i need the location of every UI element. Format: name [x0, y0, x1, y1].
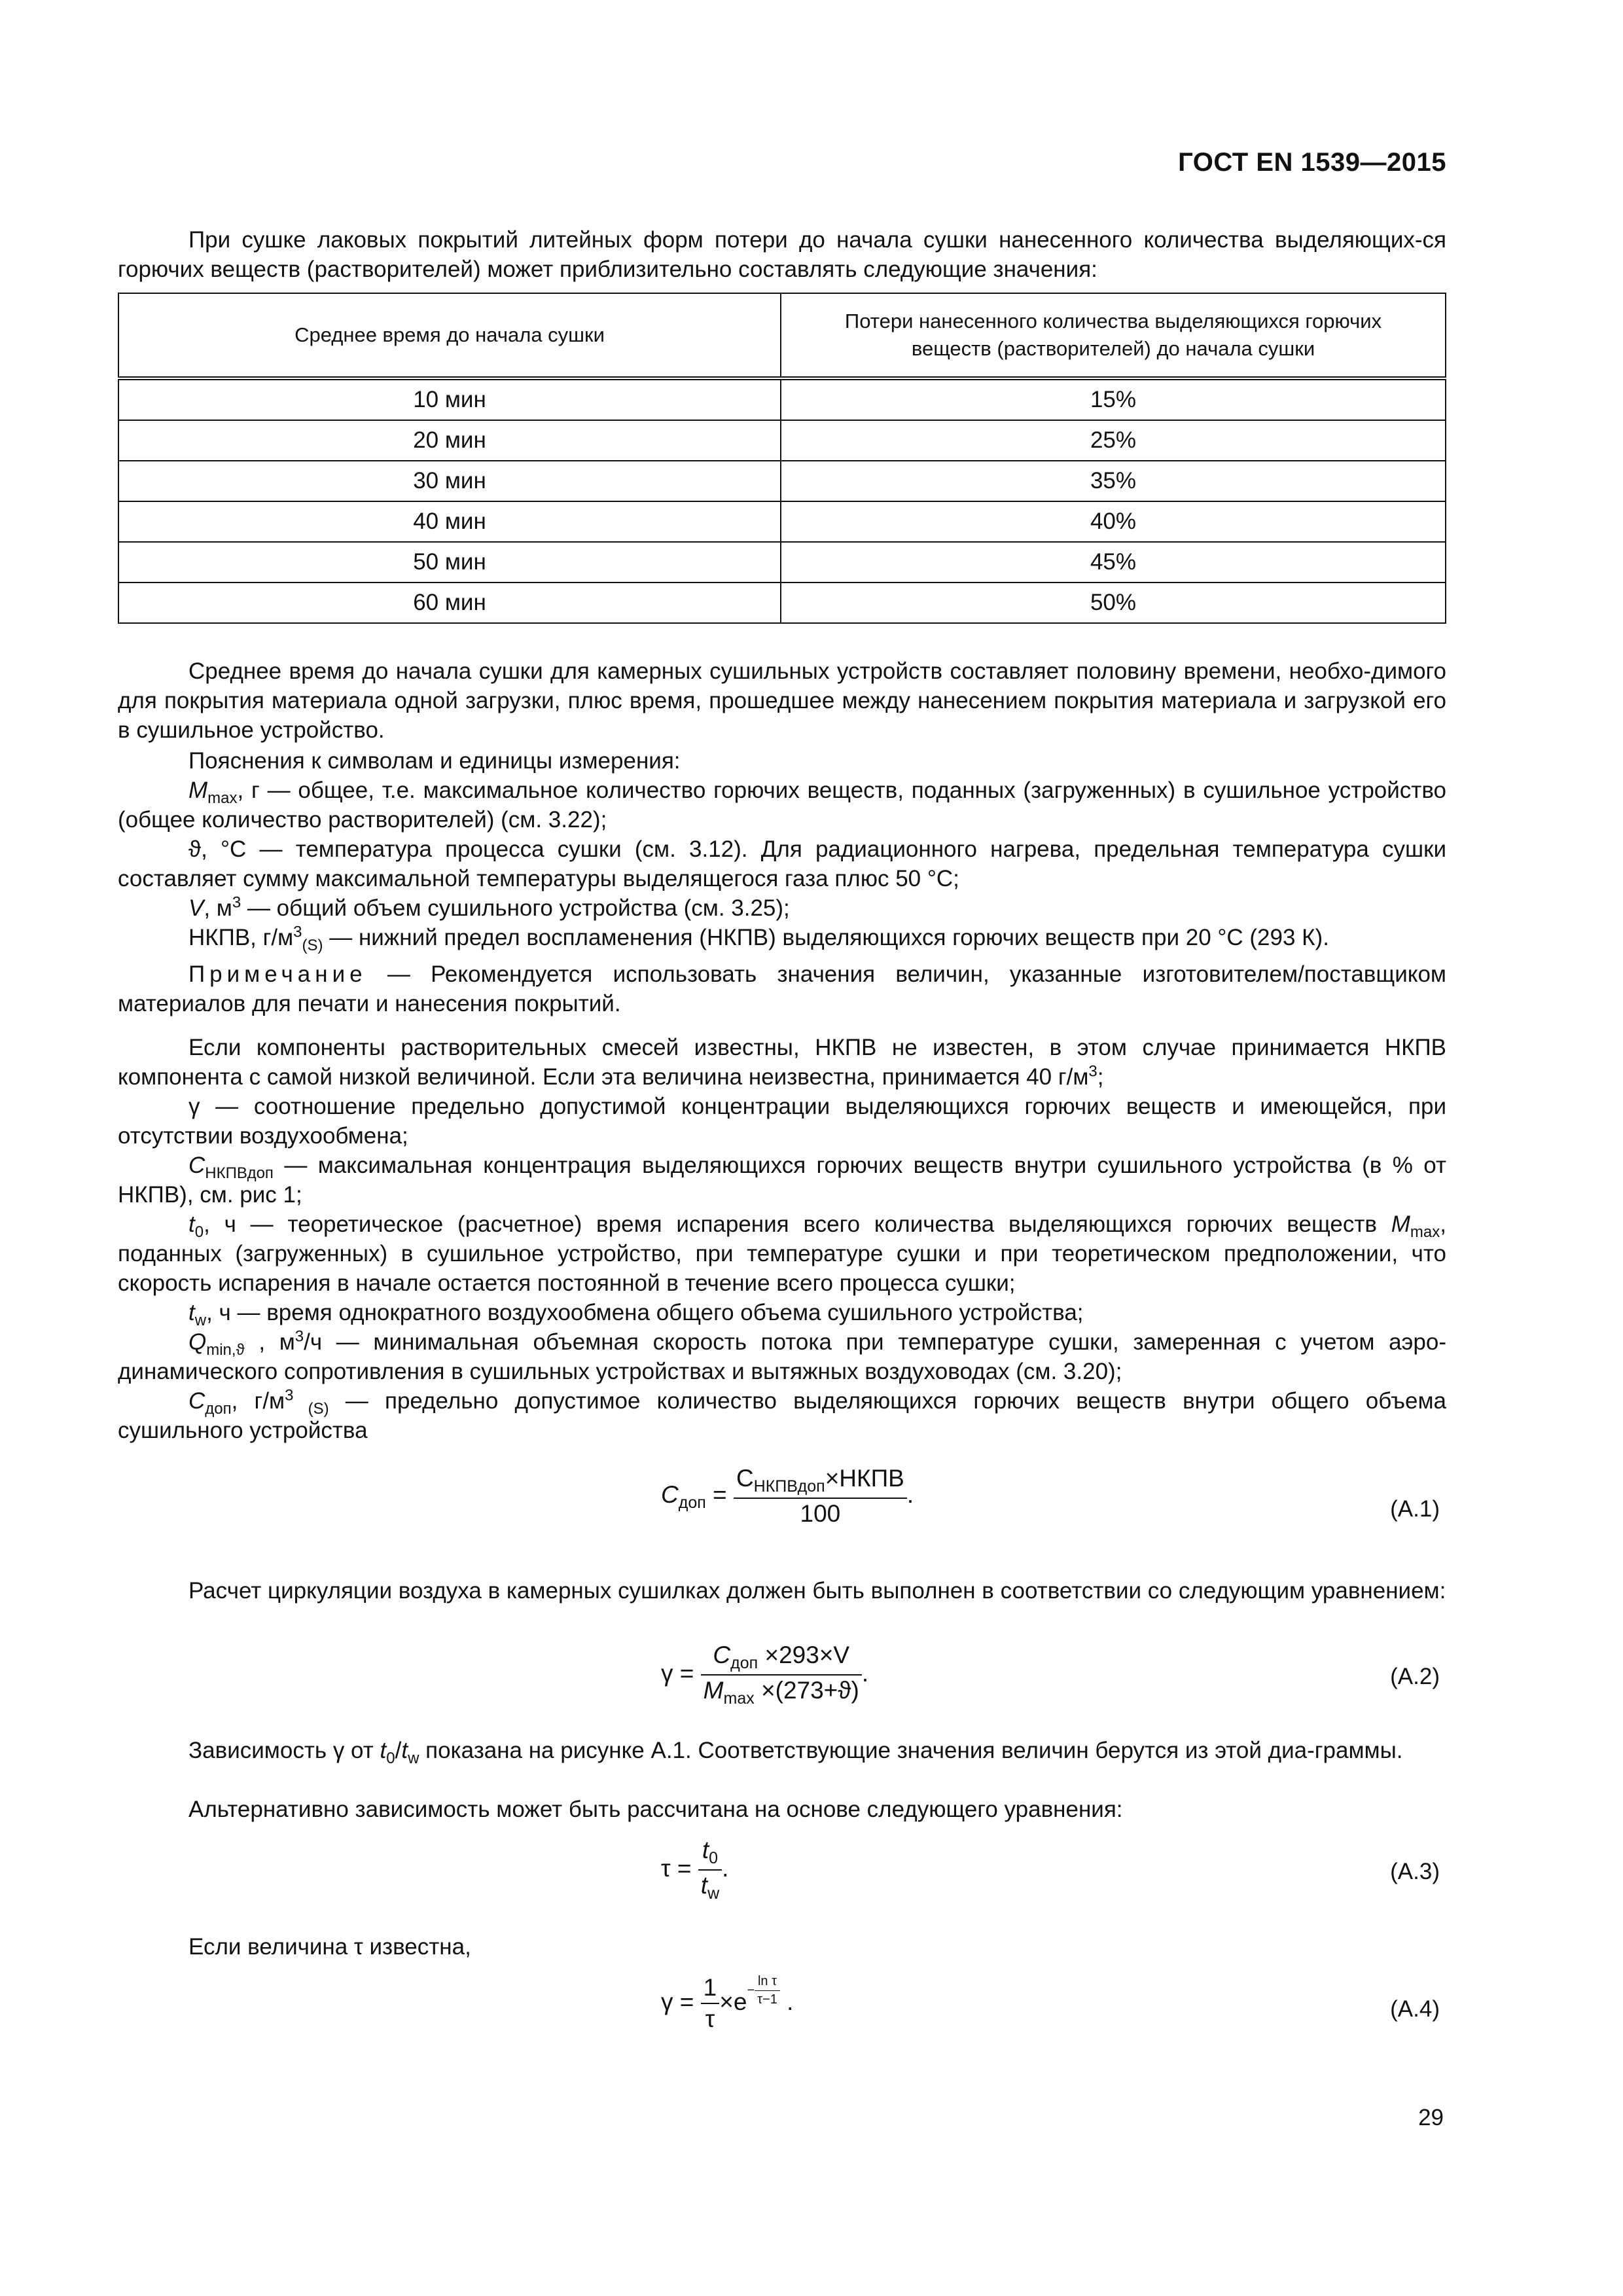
sub-nkpvdop: НКПВдоп: [753, 1477, 825, 1496]
def-nkpv-unit: НКПВ, г/м: [188, 925, 294, 950]
equation-number-a4: (А.4): [1390, 1996, 1440, 2022]
components-text: Если компоненты растворительных смесей известны, НКПВ не известен, в этом случае принимается НКПВ компонента с самой низкой величиной. Если эта величина неизвестна, принимается 40 г/м: [118, 1035, 1446, 1090]
avg-time-paragraph: Среднее время до начала сушки для камерных сушильных устройств составляет половину времени, необхо-димого для покрытия материала одной загрузки, плюс время, прошедшее между нанесением покрытия материала и загрузкой его в сушильное устройство.: [118, 658, 1446, 743]
cell-time: 30 мин: [118, 461, 781, 501]
sub-w: w: [707, 1884, 720, 1903]
sub-w: w: [194, 1312, 207, 1329]
sym-t: t: [188, 1211, 195, 1237]
fraction: [701, 1641, 862, 1708]
def-nkpv-text: — нижний предел воспламенения (НКПВ) выделяющихся горючих веществ при 20 °С (293 К).: [323, 925, 1329, 950]
sub-w: w: [408, 1749, 419, 1767]
def-t0-text2: , поданных (загруженных) в сушильное устройство, при температуре сушки и при теоретическом предположении, что скорость испарения в начале остается постоянной в течение всего процесса сушки;: [118, 1211, 1446, 1296]
table-row: [118, 501, 1446, 542]
num-rest: ×293×V: [758, 1641, 850, 1668]
alternative-paragraph: Альтернативно зависимость может быть рассчитана на основе следующего уравнения:: [188, 1797, 1123, 1822]
exponent-denominator: τ−1: [757, 1992, 777, 2007]
eq-sign: =: [705, 1480, 727, 1508]
numerator: 1: [701, 1974, 720, 2004]
table-row: [118, 378, 1446, 420]
intro-paragraph: При сушке лаковых покрытий литейных форм потери до начала сушки нанесенного количества выделяющих-ся горючих веществ (растворителей) может приблизительно составлять следующие значения:: [118, 227, 1446, 282]
eq-lhs: τ =: [661, 1854, 692, 1882]
cell-time: 20 мин: [118, 420, 781, 461]
equation-a4: [661, 1974, 793, 2033]
def-qmin: [118, 1327, 1446, 1386]
sym-c: C: [736, 1465, 754, 1492]
sub-0: 0: [194, 1223, 204, 1241]
def-qmin-unit: , м: [244, 1329, 295, 1355]
sup-3: 3: [293, 923, 302, 941]
cell-loss: 40%: [781, 501, 1446, 542]
times-e: ×e: [719, 1988, 747, 2015]
def-cnkpv-text: — максимальная концентрация выделяющихся горючих веществ внутри сушильного устройства (в % от НКПВ), см. рис 1;: [118, 1153, 1446, 1208]
standard-header: ГОСТ EN 1539—2015: [1178, 148, 1446, 177]
components-paragraph: [118, 1033, 1446, 1092]
sym-q: Q: [188, 1329, 207, 1355]
eq-end: .: [906, 1480, 914, 1508]
if-tau-paragraph: Если величина τ известна,: [188, 1934, 471, 1960]
def-qmin-text: /ч — минимальная объемная скорость потока при температуре сушки, замеренная с учетом аэро-динамического сопротивления в сушильных устройствах и вытяжных воздуховодах (см. 3.20);: [118, 1329, 1446, 1384]
sym-m: M: [703, 1677, 724, 1704]
exponent-numerator: ln τ: [755, 1974, 780, 1991]
col-header-time: Среднее время до начала сушки: [118, 293, 781, 378]
drying-loss-table: [118, 293, 1446, 624]
sub-dop: доп: [678, 1493, 706, 1512]
sym-t: t: [380, 1738, 387, 1763]
sym-c: C: [188, 1388, 205, 1414]
sub-min-theta: min,ϑ: [206, 1341, 245, 1359]
eq-end: .: [861, 1659, 869, 1687]
col-header-loss: [781, 293, 1446, 378]
cell-time: 60 мин: [118, 583, 781, 623]
circulation-paragraph: Расчет циркуляции воздуха в камерных сушилках должен быть выполнен в соответствии со следующим уравнением:: [188, 1578, 1446, 1604]
page-number: 29: [1418, 2105, 1444, 2130]
exponent-minus: −: [747, 1983, 755, 1998]
eq-end: .: [722, 1854, 729, 1882]
def-v: [118, 893, 1446, 923]
sym-c: C: [713, 1641, 731, 1668]
fraction: [698, 1837, 722, 1903]
numerator: [734, 1465, 907, 1499]
dependency-text-1: Зависимость γ от: [188, 1738, 380, 1763]
sub-max: max: [723, 1689, 755, 1708]
equation-number-a2: (А.2): [1390, 1664, 1440, 1689]
cell-loss: 25%: [781, 420, 1446, 461]
sub-max: max: [1410, 1223, 1440, 1241]
sym-m: M: [1391, 1211, 1410, 1237]
def-cdop-unit: , г/м: [231, 1388, 285, 1414]
exponent: [747, 1974, 779, 2007]
table-header-row: [118, 293, 1446, 378]
sym-t: t: [702, 1837, 709, 1863]
sup-3: 3: [294, 1327, 304, 1346]
sub-max: max: [207, 789, 238, 807]
def-mmax: [118, 776, 1446, 834]
equation-a3: [661, 1837, 728, 1903]
def-t0: [118, 1210, 1446, 1298]
sup-3: 3: [232, 893, 241, 912]
numerator: [701, 1641, 862, 1676]
sub-s: (S): [293, 1400, 329, 1418]
num-rest: ×НКПВ: [825, 1465, 904, 1492]
table-row: [118, 420, 1446, 461]
def-tw: [118, 1298, 1446, 1327]
sub-dop: доп: [730, 1654, 758, 1672]
def-mmax-text: , г — общее, т.е. максимальное количество горючих веществ, поданных (загруженных) в сушильное устройство (общее количество растворителей) (см. 3.22);: [118, 778, 1446, 833]
explanations-title: Пояснения к символам и единицы измерения:: [188, 748, 681, 774]
def-theta: ϑ, °С — температура процесса сушки (см. 3.12). Для радиационного нагрева, предельная температура сушки составляет сумму максимальной температуры выделящегося газа плюс 50 °С;: [118, 836, 1446, 891]
sup-3: 3: [1088, 1062, 1097, 1081]
equation-number-a1: (А.1): [1390, 1496, 1440, 1522]
fraction: [734, 1465, 907, 1528]
equation-a2: [661, 1641, 868, 1708]
eq-lhs: γ =: [661, 1988, 694, 2015]
exponent-fraction: [755, 1974, 780, 2007]
den-rest: ×(273+ϑ): [754, 1677, 859, 1704]
denominator: τ: [705, 2005, 715, 2032]
col-header-loss-text: Потери нанесенного количества выделяющихся горючих веществ (растворителей) до начала сушки: [844, 310, 1382, 360]
sym-t: t: [401, 1738, 408, 1763]
def-gamma: γ — соотношение предельно допустимой концентрации выделяющихся горючих веществ и имеющейся, при отсутствии воздухообмена;: [118, 1094, 1446, 1149]
sym-c: C: [661, 1480, 679, 1508]
sub-dop: доп: [205, 1400, 232, 1418]
sub-0: 0: [709, 1849, 719, 1867]
table-row: [118, 583, 1446, 623]
denominator: 100: [800, 1500, 841, 1527]
denominator: [698, 1871, 722, 1903]
slash: /: [395, 1738, 402, 1763]
components-end: ;: [1097, 1064, 1104, 1090]
denominator: [701, 1676, 862, 1708]
sym-c: C: [188, 1153, 205, 1178]
note-text: — Рекомендуется использовать значения величин, указанные изготовителем/поставщиком материалов для печати и нанесения покрытий.: [118, 961, 1446, 1016]
eq-lhs: γ =: [661, 1659, 694, 1687]
table-row: [118, 461, 1446, 501]
sub-nkpvdop: НКПВдоп: [205, 1164, 274, 1182]
numerator: [698, 1837, 722, 1871]
sub-s: (S): [302, 937, 323, 954]
cell-loss: 45%: [781, 542, 1446, 583]
sym-v: V: [188, 895, 204, 921]
table-row: [118, 542, 1446, 583]
sym-m: M: [188, 778, 208, 803]
def-cdop: [118, 1386, 1446, 1445]
dependency-text-2: показана на рисунке А.1. Соответствующие значения величин берутся из этой диа-граммы.: [419, 1738, 1403, 1763]
sup-3: 3: [285, 1386, 294, 1405]
fraction: [701, 1974, 720, 2033]
sub-0: 0: [386, 1749, 395, 1767]
sym-t: t: [700, 1872, 708, 1899]
def-t0-text: , ч — теоретическое (расчетное) время испарения всего количества выделяющихся горючих веществ: [204, 1211, 1391, 1237]
cell-time: 50 мин: [118, 542, 781, 583]
def-nkpv: [118, 923, 1446, 952]
cell-loss: 35%: [781, 461, 1446, 501]
cell-time: 40 мин: [118, 501, 781, 542]
cell-loss: 50%: [781, 583, 1446, 623]
def-v-unit: , м: [204, 895, 232, 921]
cell-time: 10 мин: [118, 378, 781, 420]
cell-loss: 15%: [781, 378, 1446, 420]
note-label: Примечание: [188, 961, 367, 987]
def-tw-text: , ч — время однократного воздухообмена общего объема сушильного устройства;: [206, 1300, 1084, 1325]
def-cnkpv: [118, 1151, 1446, 1210]
equation-a1: [661, 1465, 914, 1528]
sym-t: t: [188, 1300, 195, 1325]
equation-number-a3: (А.3): [1390, 1859, 1440, 1884]
def-cdop-text: — предельно допустимое количество выделяющихся горючих веществ внутри общего объема сушильного устройства: [118, 1388, 1446, 1443]
dependency-paragraph: [118, 1736, 1446, 1765]
note-paragraph: [118, 960, 1446, 1018]
def-v-text: — общий объем сушильного устройства (см. 3.25);: [241, 895, 790, 921]
eq-end: .: [787, 1988, 794, 2015]
